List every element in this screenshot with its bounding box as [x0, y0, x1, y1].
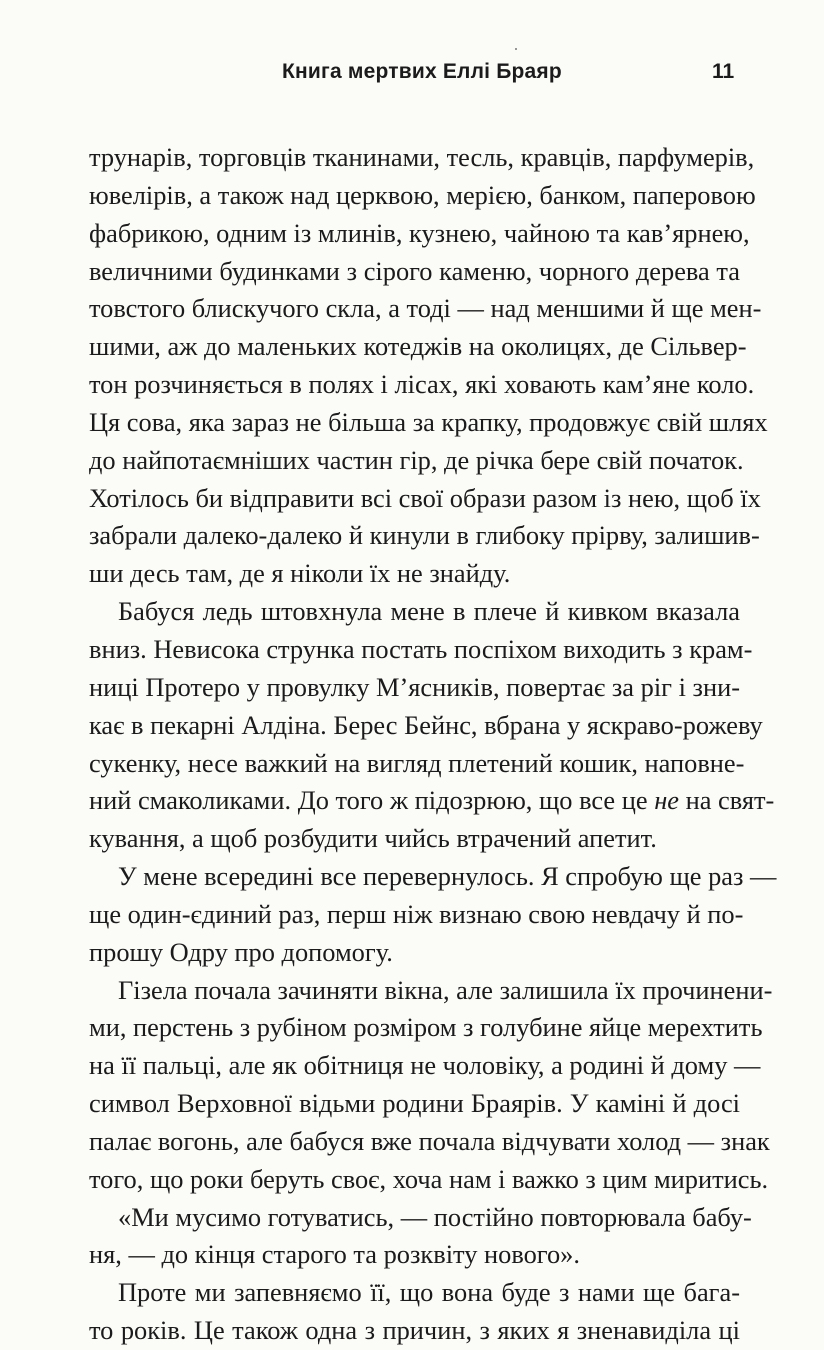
text-line: на її пальці, але як обітниця не чоловіку, а родині й дому —	[89, 1050, 761, 1081]
text-line: кування, а щоб розбудити чийсь втрачений апетит.	[89, 823, 657, 854]
text-line: палає вогонь, але бабуся вже почала відчувати холод — знак	[89, 1125, 770, 1156]
text-line: символ Верховної відьми родини Браярів. У каміні й досі	[89, 1088, 740, 1119]
text-line: Бабуся ледь штовхнула мене в плече й кивком вказала	[118, 596, 740, 627]
text-line: ми, перстень з рубіном розміром з голубине яйце мерехтить	[89, 1012, 763, 1043]
text-line: ши десь там, де я ніколи їх не знайду.	[89, 558, 511, 589]
text-line: тон розчиняється в полях і лісах, які ховають кам’яне коло.	[89, 369, 755, 400]
text-line: ще один-єдиний раз, перш ніж визнаю свою невдачу й по-	[89, 898, 744, 929]
text-line: трунарів, торговців тканинами, тесль, кравців, парфумерів,	[89, 142, 755, 172]
text-line: Ця сова, яка зараз не більша за крапку, продовжує свій шлях	[89, 406, 768, 437]
text-line: «Ми мусимо готуватись, — постійно повторювала бабу-	[118, 1201, 752, 1232]
print-speck	[515, 48, 517, 50]
text-line: ювелірів, а також над церквою, мерією, банком, паперовою	[89, 179, 756, 210]
text-line: сукенку, несе важкий на вигляд плетений кошик, наповне-	[89, 747, 745, 778]
italic-emphasis: не	[654, 785, 679, 816]
text-line: кає в пекарні Алдіна. Берес Бейнс, вбрана у яскраво-рожеву	[89, 709, 763, 740]
running-title: Книга мертвих Еллі Браяр	[282, 60, 562, 83]
text-line: Хотілось би відправити всі свої образи разом із нею, щоб їх	[89, 482, 761, 513]
text-line: шими, аж до маленьких котеджів на околицях, де Сільвер-	[89, 331, 747, 362]
text-line: вниз. Невисока стрункa постать поспіхом виходить з крам-	[89, 633, 753, 664]
text-line: ня, — до кінця старого та розквіту нового».	[89, 1239, 580, 1270]
text-line	[89, 782, 775, 820]
body-text	[89, 139, 777, 1350]
text-line: Гізела почала зачиняти вікна, але залишила їх прочинени-	[118, 974, 773, 1005]
text-line: прошу Одру про допомогу.	[89, 936, 393, 967]
text-line: то років. Це також одна з причин, з яких я зненавиділа ці	[89, 1315, 740, 1346]
text-segment: ний смаколиками. До того ж підозрюю, що все це	[89, 785, 655, 816]
text-line: ниці Протеро у провулку М’ясників, повертає за ріг і зни-	[89, 671, 740, 702]
text-segment: на свят-	[679, 785, 775, 816]
text-line: забрали далеко-далеко й кинули в глибоку прірву, залишив-	[89, 520, 760, 551]
text-line: того, що роки беруть своє, хоча нам і важко з цим миритись.	[89, 1163, 769, 1194]
text-line: фабрикою, одним із млинів, кузнею, чайною та кав’ярнею,	[89, 217, 750, 248]
text-line: до найпотаємніших частин гір, де річка бере свій початок.	[89, 444, 744, 475]
text-line: Проте ми запевняємо її, що вона буде з нами ще бага-	[118, 1277, 740, 1308]
text-line: У мене всередині все перевернулось. Я спробую ще раз —	[118, 861, 777, 892]
text-line: величними будинками з сірого каменю, чорного дерева та	[89, 255, 740, 286]
running-head	[0, 60, 824, 92]
text-line: товстого блискучого скла, а тоді — над меншими й ще мен-	[89, 293, 762, 324]
page-number: 11	[712, 60, 735, 83]
